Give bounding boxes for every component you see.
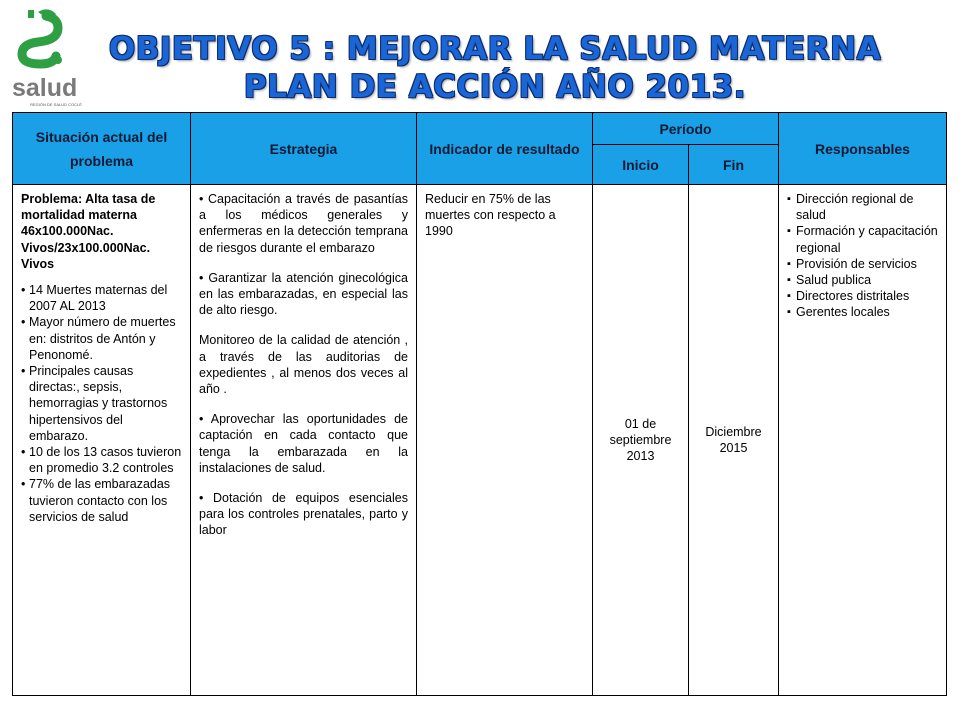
header-inicio: Inicio (593, 145, 689, 185)
responsable-item: ▪ Gerentes locales (787, 304, 938, 320)
header-fin: Fin (689, 145, 779, 185)
problema-statement: Problema: Alta tasa de mortalidad materna 46x100.000Nac. Vivos/23x100.000Nac. Vivos (21, 192, 156, 271)
header-estrategia: Estrategia (191, 113, 417, 185)
responsable-item: ▪ Dirección regional de salud (787, 191, 938, 223)
situacion-item: • 10 de los 13 casos tuvieron en promedio 3.2 controles (21, 444, 182, 476)
page-title (100, 30, 890, 106)
header-indicador: Indicador de resultado (417, 113, 593, 185)
caduceus-icon (8, 6, 78, 78)
responsables-list (787, 191, 938, 321)
estrategia-item (199, 411, 408, 476)
estrategia-text: Garantizar la atención ginecológica en las embarazadas, en especial las de alto riesgo. (199, 270, 408, 318)
situacion-item: • 77% de las embarazadas tuvieron contacto con los servicios de salud (21, 476, 182, 525)
situacion-item: • 14 Muertes maternas del 2007 AL 2013 (21, 282, 182, 314)
responsables-cell (779, 185, 947, 696)
fin-cell: Diciembre 2015 (689, 185, 779, 696)
responsable-item: ▪ Formación y capacitación regional (787, 223, 938, 255)
situacion-cell (13, 185, 191, 696)
responsable-item: ▪ Directores distritales (787, 288, 938, 304)
responsable-item: ▪ Salud publica (787, 272, 938, 288)
estrategia-cell (191, 185, 417, 696)
logo-wordmark: salud (12, 74, 78, 102)
logo-subtext: REGIÓN DE SALUD COCLÉ (30, 102, 82, 107)
header-situacion: Situación actual del problema (13, 113, 191, 185)
header-responsables: Responsables (779, 113, 947, 185)
estrategia-item (199, 191, 408, 256)
estrategia-item (199, 332, 408, 397)
header-periodo: Período (593, 113, 779, 145)
inicio-cell: 01 de septiembre 2013 (593, 185, 689, 696)
action-plan-table (12, 112, 947, 696)
estrategia-text: Monitoreo de la calidad de atención , a través de las auditorias de expedientes , al menos dos veces al año . (199, 333, 408, 397)
indicador-cell: Reducir en 75% de las muertes con respecto a 1990 (417, 185, 593, 696)
estrategia-item (199, 270, 408, 319)
estrategia-text: Capacitación a través de pasantías a los médicos generales y enfermeras en la detección temprana de riesgos durante el embarazo (199, 192, 408, 255)
situacion-item: • Principales causas directas:, sepsis, hemorragias y trastornos hipertensivos del embarazo. (21, 363, 182, 444)
estrategia-text: Aprovechar las oportunidades de captación en cada contacto que tenga la embarazada en la instalaciones de salud. (199, 412, 408, 475)
responsable-item: ▪ Provisión de servicios (787, 256, 938, 272)
estrategia-item (199, 490, 408, 539)
situacion-list (21, 282, 182, 525)
title-line-1: OBJETIVO 5 : MEJORAR LA SALUD MATERNA (108, 31, 882, 67)
estrategia-text: Dotación de equipos esenciales para los controles prenatales, parto y labor (199, 491, 408, 538)
situacion-item: • Mayor número de muertes en: distritos de Antón y Penonomé. (21, 314, 182, 363)
title-line-2: PLAN DE ACCIÓN AÑO 2013. (243, 69, 747, 105)
salud-logo (8, 6, 96, 110)
